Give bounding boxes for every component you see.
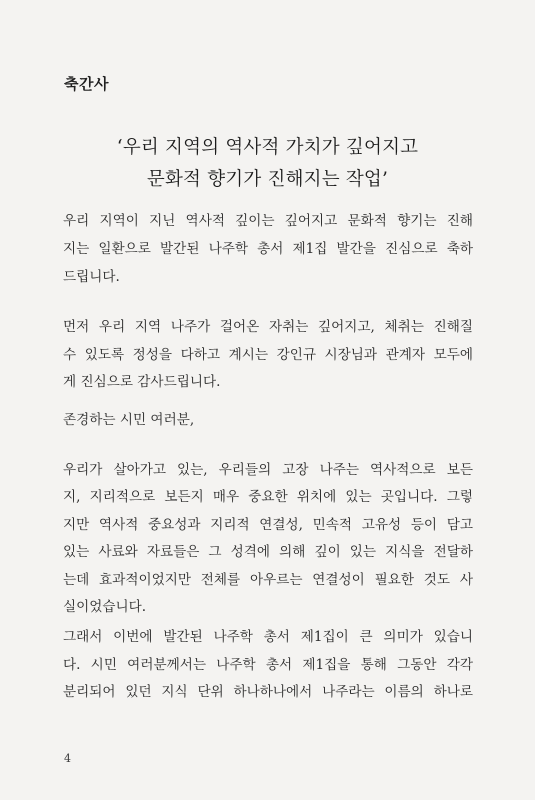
page-number: 4 bbox=[64, 752, 71, 765]
paragraph-line: 다. 시민 여러분께서는 나주학 총서 제1집을 통해 그동안 각각 bbox=[63, 657, 473, 673]
paragraph-line: 실이었습니다. bbox=[63, 599, 147, 615]
paragraph-line: 그래서 이번에 발간된 나주학 총서 제1집이 큰 의미가 있습니 bbox=[63, 629, 473, 645]
paragraph-line: 존경하는 시민 여러분, bbox=[63, 412, 195, 428]
paragraph-line: 드립니다. bbox=[63, 269, 120, 285]
title-line-1: ‘우리 지역의 역사적 가치가 깊어지고 bbox=[116, 137, 419, 158]
section-label: 축간사 bbox=[64, 75, 109, 93]
paragraph-line: 먼저 우리 지역 나주가 걸어온 자취는 깊어지고, 체취는 진해질 bbox=[63, 319, 473, 335]
paragraph-line: 우리 지역이 지닌 역사적 깊이는 깊어지고 문화적 향기는 진해 bbox=[63, 213, 473, 229]
title-line-2: 문화적 향기가 진해지는 작업’ bbox=[146, 169, 389, 190]
paragraph-line: 는데 효과적이었지만 전체를 아우르는 연결성이 필요한 것도 사 bbox=[63, 572, 473, 588]
paragraph-line: 게 진심으로 감사드립니다. bbox=[63, 374, 221, 390]
paragraph-line: 있는 사료와 자료들은 그 성격에 의해 깊이 있는 지식을 전달하 bbox=[63, 544, 473, 560]
paragraph-line: 수 있도록 정성을 다하고 계시는 강인규 시장님과 관계자 모두에 bbox=[63, 347, 473, 363]
paragraph-line: 지만 역사적 중요성과 지리적 연결성, 민속적 고유성 등이 담고 bbox=[63, 517, 473, 533]
paragraph-line: 지는 일환으로 발간된 나주학 총서 제1집 발간을 진심으로 축하 bbox=[63, 241, 473, 257]
paragraph-line: 분리되어 있던 지식 단위 하나하나에서 나주라는 이름의 하나로 bbox=[63, 684, 473, 700]
paragraph-line: 우리가 살아가고 있는, 우리들의 고장 나주는 역사적으로 보든 bbox=[63, 462, 473, 478]
paragraph-line: 지, 지리적으로 보든지 매우 중요한 위치에 있는 곳입니다. 그렇 bbox=[63, 489, 473, 505]
